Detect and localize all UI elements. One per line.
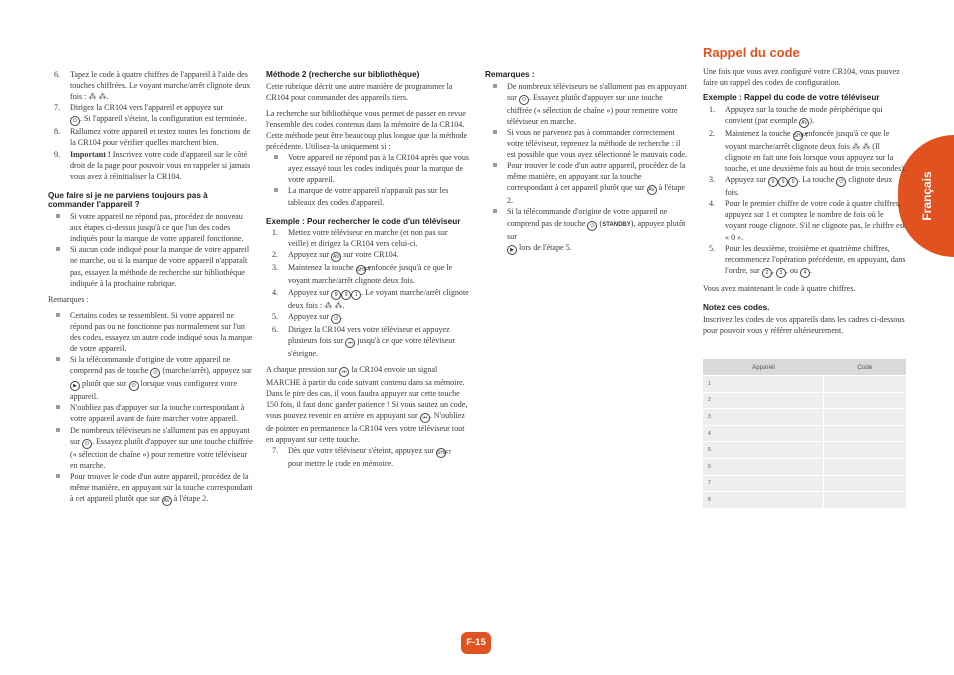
step-1: 1. Appuyez sur la touche de mode périphérique qui convient (par exemple AV ). xyxy=(709,104,883,126)
step-2: 2. Maintenez la touche SHIFT enfoncée jusqu'à ce que le voyant marche/arrêt clignote deux fois ⁂ ⁂ (Il clignote en fait une fois lorsque vous appuyez sur la touche, et une deuxième fois au bout de trois secondes). xyxy=(709,128,906,174)
list-item: Si la télécommande d'origine de votre appareil ne comprend pas de touche ⏻ (STANDBY), appuyez plutôt sur ▶ lors de l'étape 5. xyxy=(485,206,689,254)
nine-icon: 9 xyxy=(778,177,788,187)
blink-icon: ⁂ xyxy=(98,92,107,102)
step-5: 5. Pour les deuxième, troisième et quatrième chiffres, recommencez l'opération précédente, en appuyant, dans l'ordre, sur 2 , 3 , ou 4 . xyxy=(709,243,906,276)
column-1 xyxy=(48,69,254,506)
three-icon: 3 xyxy=(776,268,786,278)
table-row: 6 xyxy=(703,458,906,475)
table-header: Code xyxy=(824,359,906,376)
step-6: 6. Dirigez la CR104 vers votre téléviseur et appuyez plusieurs fois sur ⏭ jusqu'à ce que votre téléviseur s'éteigne. xyxy=(272,324,456,358)
list-item: De nombreux téléviseurs ne s'allument pas en appuyant sur ⏻ . Essayez plutôt d'appuyer sur une touche chiffrée (« sélection de chaîne ») pour remettre votre téléviseur en marche. xyxy=(485,81,689,127)
four-icon: 4 xyxy=(800,268,810,278)
table-row: 5 xyxy=(703,442,906,459)
list-item: Si vous ne parvenez pas à commander correctement votre téléviseur, reprenez la méthode de recherche : il est possible que vous ayez sélectionné le mauvais code. xyxy=(485,127,689,160)
list-item: La marque de votre appareil n'apparaît pas sur les tableaux des codes d'appareil. xyxy=(266,185,470,207)
step-1: 1. Mettez votre téléviseur en marche (et non pas sur veille) et dirigez la CR104 vers celui-ci. xyxy=(272,228,448,249)
shift-icon: SHIFT xyxy=(437,450,452,457)
step-4: 4. Appuyez sur 9 9 1 . Le voyant marche/arrêt clignote deux fois : ⁂ ⁂. xyxy=(272,287,469,310)
power-icon: ⏻ xyxy=(129,381,139,391)
back-icon: ⏮ xyxy=(420,413,430,423)
blink-icon: ⁂ xyxy=(324,300,333,310)
av-icon: AV xyxy=(163,498,170,504)
section-heading: Exemple : Pour rechercher le code d'un téléviseur xyxy=(266,216,461,226)
nine-icon: 9 xyxy=(768,177,778,187)
blink-icon: ⁂ xyxy=(88,92,97,102)
table-row: 8 xyxy=(703,492,906,509)
blink-icon: ⁂ xyxy=(862,141,871,151)
power-icon: ⏻ xyxy=(150,368,160,378)
list-item: Pour trouver le code d'un autre appareil, procédez de la même manière, en appuyant sur la touche correspondant à cet appareil plutôt que sur AV à l'étape 2. xyxy=(48,471,254,506)
list-item: Pour trouver le code d'un autre appareil, procédez de la même manière, en appuyant sur la touche correspondant à cet appareil plutôt que sur AV à l'étape 2. xyxy=(485,160,689,206)
one-icon: 1 xyxy=(351,290,361,300)
zero-icon: 0 xyxy=(788,177,798,187)
power-icon: ⏻ xyxy=(836,177,846,187)
column-3 xyxy=(485,70,689,255)
column-2: Méthode 2 (recherche sur bibliothèque) Cette rubrique décrit une autre manière de programmer la CR104 pour commander des appareils tiers. La recherche sur bibliothèque vous permet de passer en revue l'ensemble des codes contenus dans la mémoire de la CR104. Cette méthode peut être beaucoup plus longue que la méthode précédente. Utilisez-la uniquement si : Votre appareil ne répond pas à la CR104 après que vous ayez essayé tous les codes indiqués pour la marque de votre appareil. La marque de votre appareil n'apparaît pas sur les tableaux des codes d'appareil. Exemple : Pour rechercher le code d'un téléviseur 1. Mettez votre téléviseur en marche (et non pas sur veille) et dirigez la CR104 vers celui-ci. 2. Appuyez sur AV sur votre CR104. 3. Maintenez la touche SHIFT enfoncée jusqu'à ce que le voyant marche/arrêt clignote deux fois. 4. Appuyez sur 9 9 1 . Le voyant marche/arrêt clignote deux fois : ⁂ ⁂. 5. Appuyez sur ⏻ . 6. Dirigez la CR104 vers votre téléviseur et appuyez plusieurs fois sur ⏭ jusqu'à ce que votre téléviseur s'éteigne. A chaque pression sur ⏭ la CR104 envoie un signal MARCHE à partir du code suivant contenu dans sa mémoire. Dans le pire des cas, il vous faudra appuyer sur cette touche 150 fois, il faut donc garder patience ! Si vous sautez un code, vous pouvez revenir en arrière en appuyant sur ⏮ . N'oubliez de pointer en permanence la CR104 vers votre téléviseur tout en appuyant sur cette touche. 7. Dès que votre téléviseur s'éteint, appuyez sur SHIFT pour mettre le code en mémoire. xyxy=(266,70,470,469)
step-9: 9. Important ! Inscrivez votre code d'appareil sur le côté droit de la page pour pouvoir vous en rappeler si jamais vous avez à réinitialiser la CR104. xyxy=(54,149,251,181)
list-item: Votre appareil ne répond pas à la CR104 après que vous ayez essayé tous les codes indiqués pour la marque de votre appareil. xyxy=(266,152,470,185)
step-3: 3. Appuyez sur 9 9 0 . La touche ⏻ clignote deux fois. xyxy=(709,175,893,198)
av-icon: AV xyxy=(333,254,340,261)
step-4: 4. Pour le premier chiffre de votre code à quatre chiffres, appuyez sur 1 et comptez le nombre de fois où le voyant rouge clignote. S'il ne clignote pas, le chiffre est « 0 ». xyxy=(709,199,905,242)
forward-icon: ⏭ xyxy=(345,338,355,348)
section-heading: Remarques : xyxy=(485,70,535,79)
section-heading: Exemple : Rappel du code de votre téléviseur xyxy=(703,93,880,103)
power-icon: ⏻ xyxy=(82,439,92,449)
codes-table xyxy=(703,359,906,509)
two-icon: 2 xyxy=(762,268,772,278)
language-tab-label: Français xyxy=(920,171,934,221)
shift-icon: SHIFT xyxy=(356,267,372,274)
next-icon: ▶ xyxy=(70,381,80,391)
step-6: 6. Tapez le code à quatre chiffres de l'appareil à l'aide des touches chiffrées. Le voyant marche/arrêt clignote deux fois : ⁂ ⁂. xyxy=(54,70,251,102)
page-title: Rappel du code xyxy=(703,45,800,60)
section-heading: Notez ces codes. xyxy=(703,302,770,312)
av-icon: AV xyxy=(648,187,655,194)
blink-icon: ⁂ xyxy=(852,141,861,151)
step-8: 8. Rallumez votre appareil et testez toutes les fonctions de la CR104 pour vérifier quelles marchent bien. xyxy=(54,127,251,148)
power-icon: ⏻ xyxy=(587,221,597,231)
forward-icon: ⏭ xyxy=(339,367,349,377)
table-row: 3 xyxy=(703,409,906,426)
table-row: 1 xyxy=(703,376,906,393)
section-heading: Que faire si je ne parviens toujours pas à commander l'appareil ? xyxy=(48,190,208,210)
table-header: Appareil xyxy=(703,359,824,376)
next-icon: ▶ xyxy=(507,245,517,255)
column-4: Une fois que vous avez configuré votre CR104, vous pouvez faire un rappel des codes de configuration. Exemple : Rappel du code de votre téléviseur 1. Appuyez sur la touche de mode périphérique qui convient (par exemple AV ). 2. Maintenez la touche SHIFT enfoncée jusqu'à ce que le voyant marche/arrêt clignote deux fois ⁂ ⁂ (Il clignote en fait une fois lorsque vous appuyez sur la touche, et une deuxième fois au bout de trois secondes). 3. Appuyez sur 9 9 0 . La touche ⏻ clignote deux fois. 4. Pour le premier chiffre de votre code à quatre chiffres, appuyez sur 1 et comptez le nombre de fois où le voyant rouge clignote. S'il ne clignote pas, le chiffre est « 0 ». 5. Pour les deuxième, troisième et quatrième chiffres, recommencez l'opération précédente, en appuyant, dans l'ordre, sur 2 , 3 , ou 4 . Vous avez maintenant le code à quatre chiffres. Notez ces codes. Inscrivez les codes de vos appareils dans les cadres ci-dessous pour pouvoir vous y référer ultérieurement. xyxy=(703,67,906,335)
shift-icon: SHIFT xyxy=(793,132,809,139)
nine-icon: 9 xyxy=(331,290,341,300)
list-item: De nombreux téléviseurs ne s'allument pas en appuyant sur ⏻ . Essayez plutôt d'appuyer sur une touche chiffrée (« sélection de chaîne ») pour remettre votre téléviseur en marche. xyxy=(48,425,254,471)
list-item: Certains codes se ressemblent. Si votre appareil ne répond pas ou ne fonctionne pas normalement sur l'un des codes, essayez un autre code indiqué sous la marque de votre appareil. xyxy=(48,310,254,354)
step-7: 7. Dès que votre téléviseur s'éteint, appuyez sur SHIFT pour mettre le code en mémoire. xyxy=(272,446,452,469)
step-2: 2. Appuyez sur AV sur votre CR104. xyxy=(272,250,399,261)
step-3: 3. Maintenez la touche SHIFT enfoncée jusqu'à ce que le voyant marche/arrêt clignote deux fois. xyxy=(272,263,453,286)
power-icon: ⏻ xyxy=(331,314,341,324)
power-icon: ⏻ xyxy=(519,95,529,105)
table-row: 7 xyxy=(703,475,906,492)
table-row: 4 xyxy=(703,425,906,442)
step-5: 5. Appuyez sur ⏻ . xyxy=(272,311,344,322)
section-heading: Méthode 2 (recherche sur bibliothèque) xyxy=(266,70,420,79)
nine-icon: 9 xyxy=(341,290,351,300)
remarks-label: Remarques : xyxy=(48,294,89,304)
list-item: Si votre appareil ne répond pas, procédez de nouveau aux étapes ci-dessus jusqu'à ce que l'un des codes indiqués pour la marque de votre appareil fonctionne. xyxy=(48,211,254,244)
blink-icon: ⁂ xyxy=(334,300,343,310)
power-icon: ⏻ xyxy=(70,116,80,126)
page-number: F-15 xyxy=(461,632,491,654)
list-item: Si aucun code indiqué pour la marque de votre appareil ne marche, ou si la marque de votre appareil n'apparaît pas, essayez la méthode de recherche sur bibliothèque indiquée à la prochaine rubrique. xyxy=(48,244,254,288)
av-icon: AV xyxy=(801,119,808,126)
table-row: 2 xyxy=(703,392,906,409)
list-item: Si la télécommande d'origine de votre appareil ne comprend pas de touche ⏻ (marche/arrêt), appuyez sur ▶ plutôt que sur ⏻ lorsque vous configurez votre appareil. xyxy=(48,354,254,402)
list-item: N'oubliez pas d'appuyer sur la touche correspondant à votre appareil avant de faire marcher votre appareil. xyxy=(48,402,254,424)
step-7: 7. Dirigez la CR104 vers l'appareil et appuyez sur ⏻ . Si l'appareil s'éteint, la configuration est terminée. xyxy=(54,103,247,125)
